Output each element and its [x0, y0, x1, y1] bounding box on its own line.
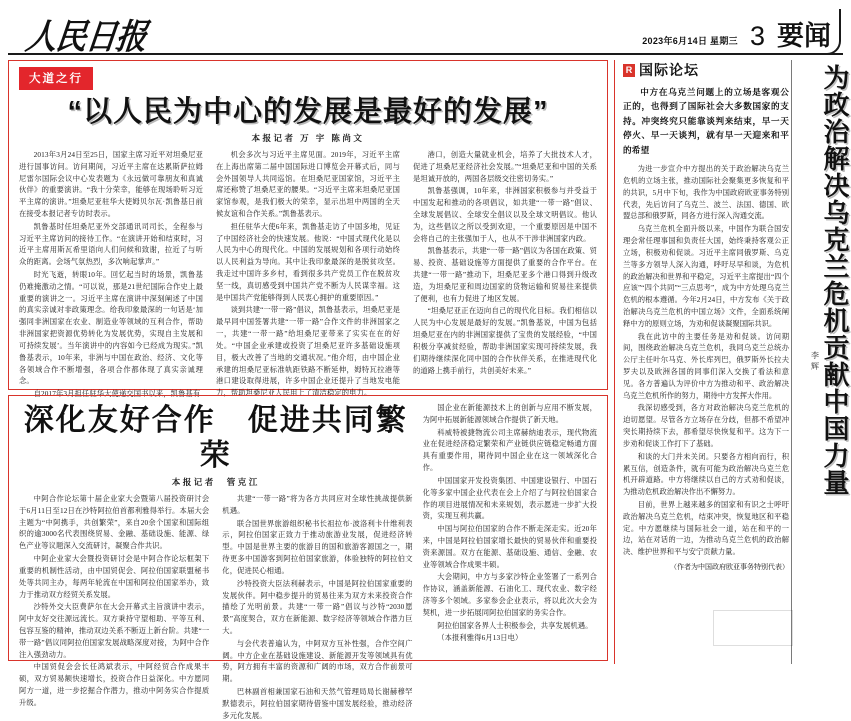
paragraph: 沙特外交大臣费萨尔在大会开幕式主旨演讲中表示，阿中友好交往源远流长。双方秉持守望相助、平等互利、包容互鉴的精神，推动双边关系不断迈上新台阶。共建“一带一路”倡议同阿拉伯国家发展战略深度对接，为阿中合作注入强劲动力。 — [19, 602, 210, 659]
forum-mark-icon: R — [623, 64, 635, 77]
publication-date: 2023年6月14日 星期三 — [642, 36, 738, 46]
vertical-headline: 为政治解决乌克兰危机贡献中国力量 — [820, 64, 850, 496]
forum-body — [623, 163, 789, 559]
paragraph: 2013年3月24日至25日，国家主席习近平对坦桑尼亚进行国事访问。访问期间，习近平主席在达累斯萨拉姆尼雷尔国际会议中心发表题为《永远做可靠朋友和真诚伙伴》的重要演讲。“我十分荣幸，能够在现场聆听习近平主席的演讲。”坦桑尼亚驻华大使姆贝尔瓦·凯鲁基日前在接受本报记者专访时表示。 — [19, 149, 203, 218]
article-bottom-side-column — [423, 402, 597, 656]
paragraph: 和谈的大门并未关闭。只要各方相向而行，积累互信，创造条件，就有可能为政治解决乌克兰危机开辟道路。中方将继续以自己的方式劝和促谈，为推动危机政治解决作出不懈努力。 — [623, 451, 789, 497]
left-column-stack — [8, 60, 608, 720]
paragraph: 自2017年3月担任驻华大使递交国书以来，凯鲁基有 — [33, 389, 201, 399]
article-bottom-inner — [19, 402, 597, 720]
paragraph: 担任驻华大使6年来，凯鲁基走访了中国多地，见证了中国经济社会的快速发展。他说：“中国式现代化是以人民为中心的现代化。中国的发展规划和各项行动始终以人民利益为导向。其中让我印象最深的是脱贫攻坚。我走过中国许多乡村，看到很多共产党员工作在脱贫攻坚一线，真切感受到中国共产党不断为人民谋幸福。这是中国共产党能够得到人民衷心拥护的重要原因。” — [216, 221, 400, 302]
article-bottom-headline: 深化友好合作 促进共同繁荣 — [23, 404, 408, 472]
paragraph: 时光飞逝，转眼10年。回忆起当时的场景，凯鲁基仍难掩激动之情。“可以说，那是21世纪国际合作史上最重要的演讲之一。习近平主席在演讲中深刻阐述了中国的真实亲诚对非政策理念。给我印象最深的一句话是‘加强同非洲国家在农业、制造业等领域的互利合作，帮助非洲国家把资源优势转化为发展优势，实现自主发展和可持续发展’。当年演讲中的内容如今已经成为现实。”凯鲁基表示，10年来，非洲与中国在政治、经济、文化等各领域合作不断增强，各项合作都体现了真实亲诚理念。 — [19, 270, 203, 386]
paragraph: 大会期间，中方与多家沙特企业签署了一系列合作协议，涵盖新能源、石油化工、现代农业、数字经济等多个领域。多家参会企业表示，将以此次大会为契机，进一步拓展同阿拉伯国家的务实合作。 — [422, 572, 597, 617]
masthead-right — [642, 21, 843, 52]
international-forum-section — [614, 60, 848, 664]
article-bottom-main — [19, 402, 413, 720]
paragraph: 巴林副首相兼国家石油和天然气管理局局长谢赫穆罕默德表示，阿拉伯国家期待借鉴中国发展经验，推动经济多元化发展。 — [222, 687, 413, 720]
forum-title: 国际论坛 — [639, 62, 699, 78]
forum-header — [623, 60, 789, 80]
masthead-logo — [8, 16, 149, 57]
paragraph: 共建“一带一路”将为各方共同应对全球性挑战提供新机遇。 — [222, 494, 413, 515]
paragraph: 为进一步宣介中方提出的关于政治解决乌克兰危机的立场主张，推动国际社会聚集更多恢复和平的共识，5月中下旬，我作为中国政府欧亚事务特别代表，先后访问了乌克兰、波兰、法国、德国、欧盟总部和俄罗斯，同各方进行深入沟通交流。 — [623, 164, 789, 221]
paragraph: 科威特被捷物流公司主席赫纳迪表示，现代物流业在促进经济稳定繁荣和产业链供应链稳定畅通方面具有重要作用，期待同中国企业在这一领域深化合作。 — [422, 427, 597, 473]
masthead — [8, 6, 843, 55]
newspaper-logo-text: 人民日报 — [23, 16, 149, 57]
paragraph: 中阿企业家大会暨投资研讨会是中阿合作论坛框架下重要的机制性活动，由中国贸促会、阿拉伯国家联盟秘书处等共同主办，每两年轮流在中国和阿拉伯国家举办，致力于推动双方经贸关系发展。 — [19, 554, 210, 599]
forum-text-column — [614, 60, 789, 664]
paragraph: 凯鲁基表示，共建“一带一路”倡议为各国在政策、贸易、投资、基础设施等方面提供了重要的合作平台。在共建“一带一路”推动下，坦桑尼亚多个港口得到升级改造，为坦桑尼亚和周边国家的货物运输和贸易往来提供了便利，也有力促进了地区发展。 — [413, 246, 598, 303]
paragraph: 国企业在新能源技术上的创新与应用不断发展，为阿中拓展新能源领域合作提供了新天地。 — [422, 403, 597, 424]
paragraph: 凯鲁基时任坦桑尼亚外交部通讯司司长，全程参与习近平主席访问的接待工作。“在演讲开始和结束时，习近平主席用斯瓦希里语向人们问候和致谢，拉近了与听众的距离。会场气氛热烈，多次响起掌声。” — [19, 221, 203, 267]
article-top-body — [19, 149, 597, 400]
article-dateline: （本报利雅得6月13日电） — [437, 633, 523, 643]
paragraph: 我在此访中的主要任务是劝和促谈。访问期间，围绕政治解决乌克兰危机，我同乌克兰总统办公厅主任叶尔马克、外长库列巴，俄罗斯外长拉夫罗夫以及欧洲各国的同事们深入交换了看法和意见。各方普遍认为评价中方为推动和平、政治解决乌克兰危机所作的努力，期待中方发挥大作用。 — [623, 331, 789, 400]
paragraph: 目前，世界上越来越多的国家和有识之士呼吁政治解决乌克兰危机，结束冲突，恢复地区和平稳定。中方愿继续与国际社会一道，站在和平的一边，站在对话的一边，为推动乌克兰危机的政治解决、维护世界和平与安宁贡献力量。 — [623, 499, 789, 557]
paragraph: 联合国世界旅游组织秘书长祖拉布·波洛利卡什维利表示，阿拉伯国家正致力于推动旅游业发展，促进经济转型。中国是世界主要的旅游目的国和旅游客源国之一，期待更多中国游客到阿拉伯国家旅游，体验独特的阿拉伯文化，促进民心相通。 — [222, 518, 413, 575]
paragraph: 机会多次与习近平主席见面。2019年，习近平主席在上海出席第二届中国国际进口博览会开幕式后，同与会外国领导人共同巡馆。在坦桑尼亚国家馆，习近平主席还称赞了坦桑尼亚的腰果。“习近平主席来坦桑尼亚国家馆参观，是我们极大的荣幸，显示出坦中两国的全天候友谊和合作关系。”凯鲁基表示。 — [216, 149, 400, 218]
paragraph: 中国与阿拉伯国家的合作不断走深走实。近20年来，中国是阿拉伯国家增长最快的贸易伙伴和重要投资来源国。双方在能源、基础设施、通信、金融、农业等领域合作成果丰硕。 — [422, 524, 597, 569]
article-bottom — [8, 395, 608, 720]
page-watermark — [713, 610, 793, 646]
forum-lead: 中方在乌克兰问题上的立场是客观公正的，也得到了国际社会大多数国家的支持。冲突终究只能靠谈判来结束，早一天停火、早一天谈判，就有早一天迎来和平的希望 — [623, 87, 789, 155]
article-top-byline: 本报记者 万 宇 陈尚文 — [251, 132, 365, 143]
paragraph: 我深切感受到，各方对政治解决乌克兰危机的迫切愿望。尽管各方立场存在分歧，但都不希望冲突长期持续下去，都希望尽快恢复和平。这为下一步劝和促谈工作打下了基础。 — [623, 403, 789, 448]
paragraph: 谈到共建“一带一路”倡议，凯鲁基表示，坦桑尼亚是最早同中国签署共建“一带一路”合作文件的非洲国家之一，共建“一带一路”给坦桑尼亚带来了实实在在的好处。“中国企业承建或投资了坦桑尼亚许多基础设施项目，极大改善了当地的交通状况。”他介绍，由中国企业承建的坦桑尼亚标准轨距铁路不断延伸，姆特瓦拉港等港口建设取得进展，许多中国企业还提升了当地发电能力，帮助坦桑尼亚人民用上了清洁稳定的电力。 — [216, 305, 401, 398]
paragraph: 沙特投资大臣法利赫表示，中国是阿拉伯国家重要的发展伙伴。阿中稳步提升的贸易往来为双方未来投资合作描绘了光明前景。共建“一带一路”倡议与沙特“2030愿景”高度契合，双方在新能源、数字经济等领域合作潜力巨大。 — [222, 578, 413, 635]
page-body — [8, 60, 850, 720]
forum-author: 李辉 — [810, 351, 820, 373]
masthead-corner-rule — [825, 9, 841, 55]
forum-author-note: （作者为中国政府欧亚事务特别代表） — [670, 563, 789, 571]
paragraph: 阿拉伯国家各界人士积极参会，共享发展机遇。 — [437, 620, 593, 630]
article-top — [8, 60, 608, 399]
paragraph: 乌克兰危机全面升级以来，中国作为联合国安理会常任理事国和负责任大国，始终秉持客观公正立场，积极劝和促谈。习近平主席同俄罗斯、乌克兰等多方领导人深入沟通，呼吁尽早和谈，为危机的政治解决和世界和平稳定，习近平主席提出“四个应该”“四个共同”“三点思考”，成为中方处理乌克兰危机的根本遵循。今年2月24日，中方发布《关于政治解决乌克兰危机的中国立场》文件，全面系统阐释中方的原则立场，为劝和促谈凝聚国际共识。 — [623, 224, 789, 328]
page-number: 3 — [749, 21, 765, 52]
vertical-headline-wrap — [791, 60, 848, 664]
article-top-headline: “以人民为中心的发展是最好的发展” — [67, 96, 549, 128]
paragraph: 凯鲁基强调，10年来，非洲国家积极参与并受益于中国发起和推动的各项倡议，如共建“一带一路”倡议、全球发展倡议、全球安全倡议以及全球文明倡议。他认为，这些倡议之所以受到欢迎，一个重要原因是中国不会将自己的主张强加于人，也从不干涉非洲国家内政。 — [413, 186, 597, 243]
paragraph: 中国国家开发投资集团、中国建设银行、中国石化等多家中国企业代表在会上介绍了与阿拉伯国家合作的项目进展情况和未来规划，表示愿进一步扩大投资，实现互利共赢。 — [422, 475, 597, 521]
paragraph: 中国贸促会会长任鸿斌表示，中阿经贸合作成果丰硕，双方贸易额快速增长，投资合作日益深化。中方愿同阿方一道，进一步挖掘合作潜力，推动中阿务实合作提质升级。 — [19, 662, 210, 707]
article-bottom-body — [19, 493, 413, 721]
paragraph: 港口，创造大量就业机会，培养了大批技术人才，促进了坦桑尼亚经济社会发展。”“坦桑尼亚和中国的关系是坦诚开放的，两国各层级交往密切务实。” — [413, 149, 597, 183]
article-bottom-byline: 本报记者 管克江 — [171, 477, 260, 487]
column-badge: 大道之行 — [19, 67, 93, 90]
forum-layout — [614, 60, 848, 664]
article-top-badge-row — [19, 67, 597, 90]
paragraph: 与会代表普遍认为，中阿双方互补性强，合作空间广阔。中方企业在基础设施建设、新能源开发等领域具有优势，阿方拥有丰富的资源和广阔的市场，双方合作前景可期。 — [222, 638, 413, 684]
paragraph: “坦桑尼亚正在迈向自己的现代化目标。我们相信以人民为中心发展是最好的发展。”凯鲁基说，中国为包括坦桑尼亚在内的非洲国家提供了宝贵的发展经验，“中国积极分享减贫经验，帮助非洲国家实现可持续发展，我们期待继续深化同中国的合作伙伴关系，在推进现代化的道路上携手前行，共创美好未来。” — [413, 306, 597, 375]
paragraph: 中阿合作论坛第十届企业家大会暨第八届投资研讨会于6月11日至12日在沙特阿拉伯首都利雅得举行。本届大会主题为“中阿携手，共创繁荣”，来自20余个国家和国际组织的逾3000名代表围绕贸易、金融、基础设施、能源、绿色产业等议题深入交流研讨，凝聚合作共识。 — [19, 494, 210, 551]
section-name: 要闻 — [777, 21, 831, 52]
